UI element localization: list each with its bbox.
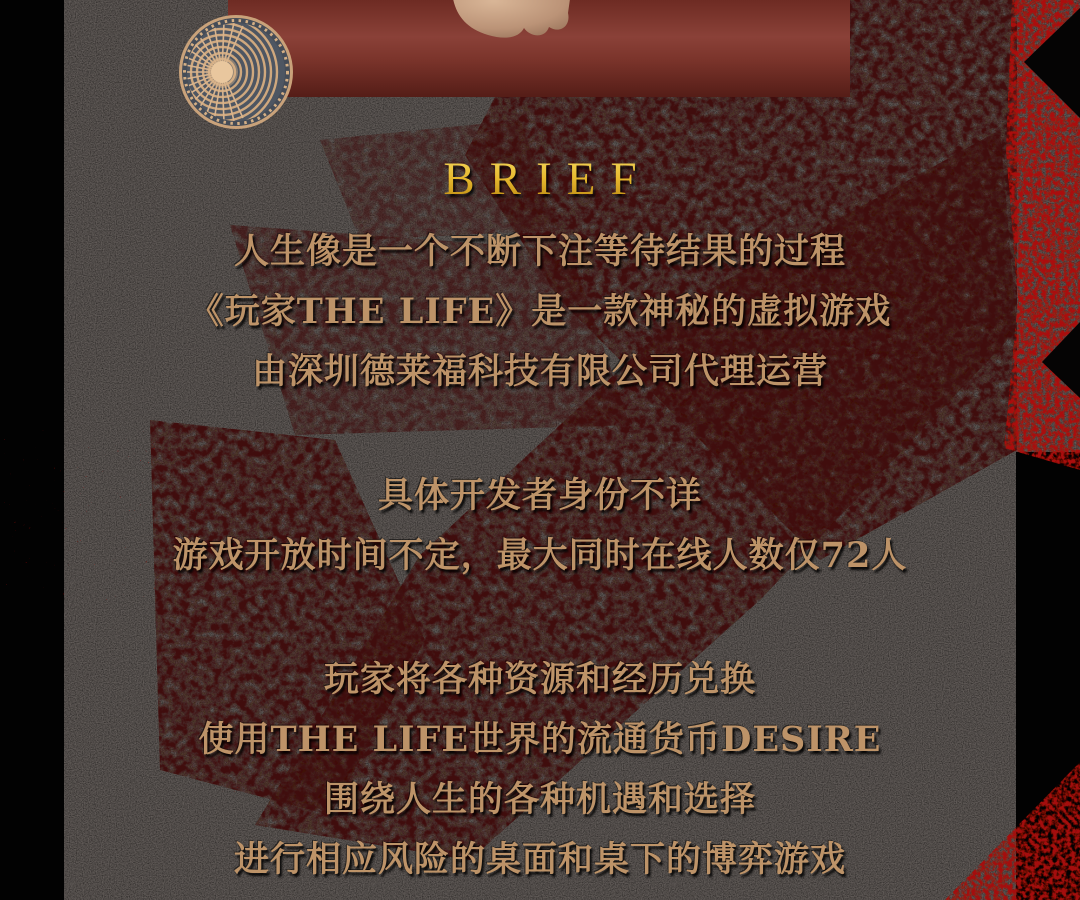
brief-paragraph-1 bbox=[0, 222, 1080, 402]
brief-paragraph-3 bbox=[0, 650, 1080, 890]
brief-line: 游戏开放时间不定，最大同时在线人数仅72人 bbox=[172, 535, 908, 576]
brief-paragraph-2 bbox=[0, 466, 1080, 586]
brief-text bbox=[0, 222, 1080, 900]
brief-line: 进行相应风险的桌面和桌下的博弈游戏 bbox=[233, 839, 846, 880]
coin-center-glow bbox=[211, 61, 233, 83]
brief-line: 围绕人生的各种机遇和选择 bbox=[323, 779, 756, 820]
brief-line: 具体开发者身份不详 bbox=[377, 475, 702, 516]
brief-line: 人生像是一个不断下注等待结果的过程 bbox=[233, 231, 846, 272]
page-title: BRIEF bbox=[0, 152, 1080, 206]
brief-line: 《玩家THE LIFE》是一款神秘的虚拟游戏 bbox=[188, 291, 892, 332]
brief-line: 使用THE LIFE世界的流通货币DESIRE bbox=[198, 719, 882, 760]
brief-line: 由深圳德莱福科技有限公司代理运营 bbox=[251, 351, 828, 392]
brief-line: 玩家将各种资源和经历兑换 bbox=[323, 659, 756, 700]
